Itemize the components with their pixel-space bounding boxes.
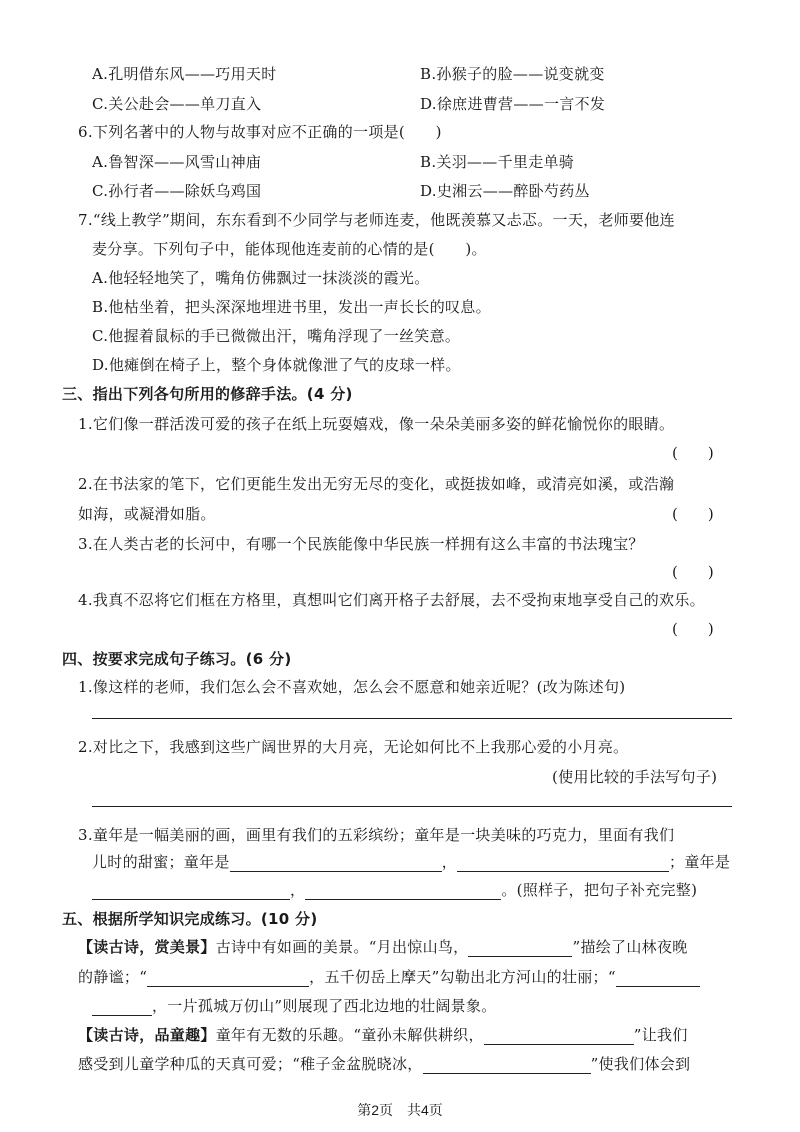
s3-q3-answer-paren[interactable]: ( ) — [672, 563, 714, 581]
s3-q3: 3.在人类古老的长河中，有哪一个民族能像中华民族一样拥有这么丰富的书法瑰宝？ — [78, 535, 644, 553]
s5-p1-line1: 【读古诗，赏美景】古诗中有如画的美景。“月出惊山鸟， ”描绘了山林夜晚 — [78, 938, 688, 956]
s5-p1-blank-2[interactable] — [147, 970, 309, 987]
section5-heading: 五、根据所学知识完成练习。(10 分) — [62, 910, 318, 928]
q6-option-b: B.关羽——千里走单骑 — [420, 153, 575, 171]
s5-p1-blank-1[interactable] — [468, 940, 572, 957]
q7-option-b: B.他枯坐着，把头深深地埋进书里，发出一声长长的叹息。 — [92, 298, 491, 316]
q6-option-c: C.孙行者——除妖乌鸡国 — [92, 182, 262, 200]
s4-q2-requirement: (使用比较的手法写句子) — [552, 768, 718, 786]
s4-q2: 2.对比之下，我感到这些广阔世界的大月亮，无论如何比不上我那心爱的小月亮。 — [78, 738, 629, 756]
q6-option-d: D.史湘云——醉卧芍药丛 — [420, 182, 590, 200]
q5-option-d: D.徐庶进曹营——一言不发 — [420, 95, 606, 113]
s4-q3-line3: ， 。(照样子，把句子补充完整) — [92, 880, 697, 900]
s3-q2-answer-paren[interactable]: ( ) — [672, 505, 714, 523]
q6-option-a: A.鲁智深——风雪山神庙 — [92, 153, 262, 171]
s4-q3-blank-3[interactable] — [92, 883, 290, 900]
s5-p1-line2: 的静谧；“ ，五千仞岳上摩天”勾勒出北方河山的壮丽；“ — [78, 967, 700, 987]
s3-q4: 4.我真不忍将它们框在方格里，真想叫它们离开格子去舒展，去不受拘束地享受自己的欢乐。 — [78, 591, 705, 609]
s5-p2-line2: 感受到儿童学种瓜的天真可爱；“稚子金盆脱晓冰， ”使我们体会到 — [78, 1055, 691, 1073]
q5-option-a: A.孔明借东风——巧用天时 — [92, 65, 277, 83]
s5-p1-blank-3b[interactable] — [92, 999, 152, 1016]
s3-q1-answer-paren[interactable]: ( ) — [672, 444, 714, 462]
s4-q3-blank-4[interactable] — [305, 883, 501, 900]
s3-q1: 1.它们像一群活泼可爱的孩子在纸上玩耍嬉戏，像一朵朵美丽多姿的鲜花愉悦你的眼睛。 — [78, 415, 675, 433]
q7-option-a: A.他轻轻地笑了，嘴角仿佛飘过一抹淡淡的霞光。 — [92, 269, 430, 287]
s4-q3-blank-2[interactable] — [457, 855, 669, 872]
s5-p2-tag: 【读古诗，品童趣】 — [78, 1026, 216, 1044]
section3-heading: 三、指出下列各句所用的修辞手法。(4 分) — [62, 385, 353, 403]
s5-p1-tag: 【读古诗，赏美景】 — [78, 938, 216, 956]
s5-p2-line1: 【读古诗，品童趣】童年有无数的乐趣。“童孙未解供耕织， ”让我们 — [78, 1026, 688, 1044]
s4-q3-text: 儿时的甜蜜；童年是 — [92, 853, 230, 871]
s3-q2-line2: 如海，或凝滑如脂。 — [78, 505, 216, 523]
s4-q1: 1.像这样的老师，我们怎么会不喜欢她，怎么会不愿意和她亲近呢？(改为陈述句) — [78, 678, 626, 696]
s4-q3-line1: 3.童年是一幅美丽的画，画里有我们的五彩缤纷；童年是一块美味的巧克力，里面有我们 — [78, 826, 675, 844]
s4-q2-answer-line[interactable] — [92, 806, 732, 807]
section4-heading: 四、按要求完成句子练习。(6 分) — [62, 650, 292, 668]
s5-p1-line3: ，一片孤城万仞山”则展现了西北边地的壮阔景象。 — [92, 996, 497, 1016]
q7-option-c: C.他握着鼠标的手已微微出汗，嘴角浮现了一丝笑意。 — [92, 327, 461, 345]
q5-option-c: C.关公赴会——单刀直入 — [92, 95, 262, 113]
s4-q3-line2: 儿时的甜蜜；童年是 ， ；童年是 — [92, 853, 731, 871]
q5-option-b: B.孙猴子的脸——说变就变 — [420, 65, 605, 83]
s4-q3-blank-1[interactable] — [230, 855, 442, 872]
s5-p1-blank-3a[interactable] — [616, 970, 700, 987]
s3-q2-line1: 2.在书法家的笔下，它们更能生发出无穷无尽的变化，或挺拔如峰，或清亮如溪，或浩瀚 — [78, 475, 675, 493]
s5-p2-blank-2[interactable] — [423, 1057, 591, 1074]
q7-option-d: D.他瘫倒在椅子上，整个身体就像泄了气的皮球一样。 — [92, 356, 461, 374]
q6-stem: 6.下列名著中的人物与故事对应不正确的一项是( ) — [78, 123, 442, 141]
page-footer: 第2页 共4页 — [357, 1102, 443, 1118]
s3-q4-answer-paren[interactable]: ( ) — [672, 620, 714, 638]
s5-p2-blank-1[interactable] — [484, 1028, 634, 1045]
q7-stem-line2: 麦分享。下列句子中，能体现他连麦前的心情的是( )。 — [92, 240, 487, 258]
q7-stem-line1: 7.“线上教学”期间，东东看到不少同学与老师连麦，他既羡慕又忐忑。一天，老师要他连 — [78, 211, 675, 229]
s4-q1-answer-line[interactable] — [92, 718, 732, 719]
